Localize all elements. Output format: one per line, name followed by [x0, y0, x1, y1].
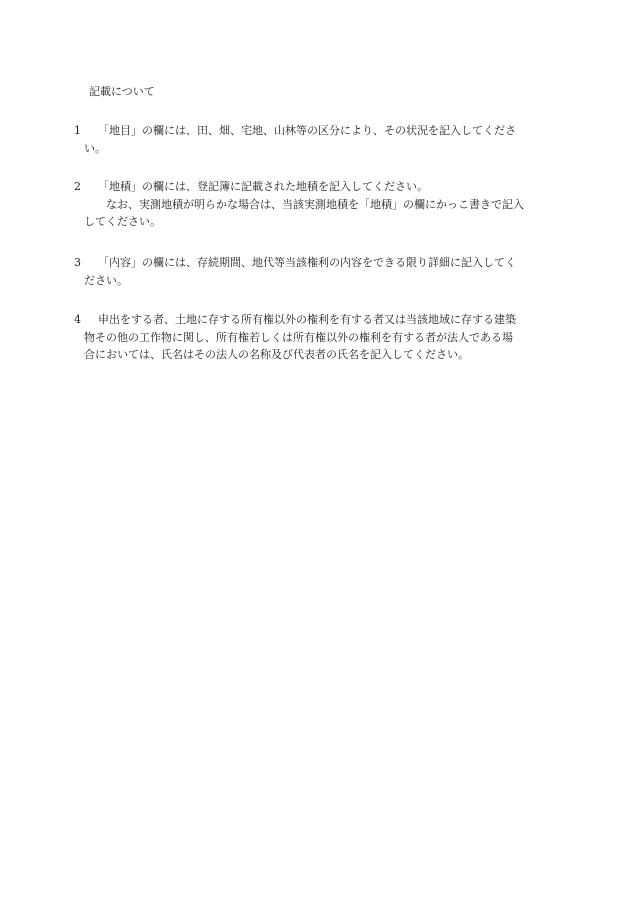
note-item-1: [74, 122, 554, 157]
note-text: 「内容」の欄には、存続期間、地代等当該権利の内容をできる限り詳細に記入してく: [98, 256, 516, 269]
note-line: なお、実測地積が明らかな場合は、当該実測地積を「地積」の欄にかっこ書きで記入: [106, 197, 524, 211]
note-text: 「地目」の欄には、田、畑、宅地、山林等の区分により、その状況を記入してくださ: [98, 124, 516, 137]
note-line: 合においては、氏名はその法人の名称及び代表者の氏名を記入してください。: [84, 348, 469, 361]
note-line: い。: [84, 141, 106, 155]
note-line: [74, 122, 554, 140]
note-item-3: [74, 254, 554, 289]
note-number: 4: [74, 313, 81, 326]
note-number: 2: [74, 180, 81, 193]
note-line: ださい。: [84, 273, 128, 287]
note-text: 「地積」の欄には、登記簿に記載された地積を記入してください。: [98, 180, 428, 193]
note-line: 物その他の工作物に関し、所有権若しくは所有権以外の権利を有する者が法人である場: [84, 330, 513, 344]
note-line: [74, 311, 554, 329]
note-line: [74, 178, 554, 196]
note-number: 1: [74, 124, 81, 137]
note-line: してください。: [84, 215, 161, 228]
section-heading: 記載について: [89, 85, 155, 98]
note-number: 3: [74, 256, 81, 269]
note-item-2: [74, 178, 554, 231]
note-item-4: [74, 311, 554, 364]
note-line: [74, 254, 554, 272]
note-text: 申出をする者、土地に存する所有権以外の権利を有する者又は当該地域に存する建築: [98, 313, 516, 326]
